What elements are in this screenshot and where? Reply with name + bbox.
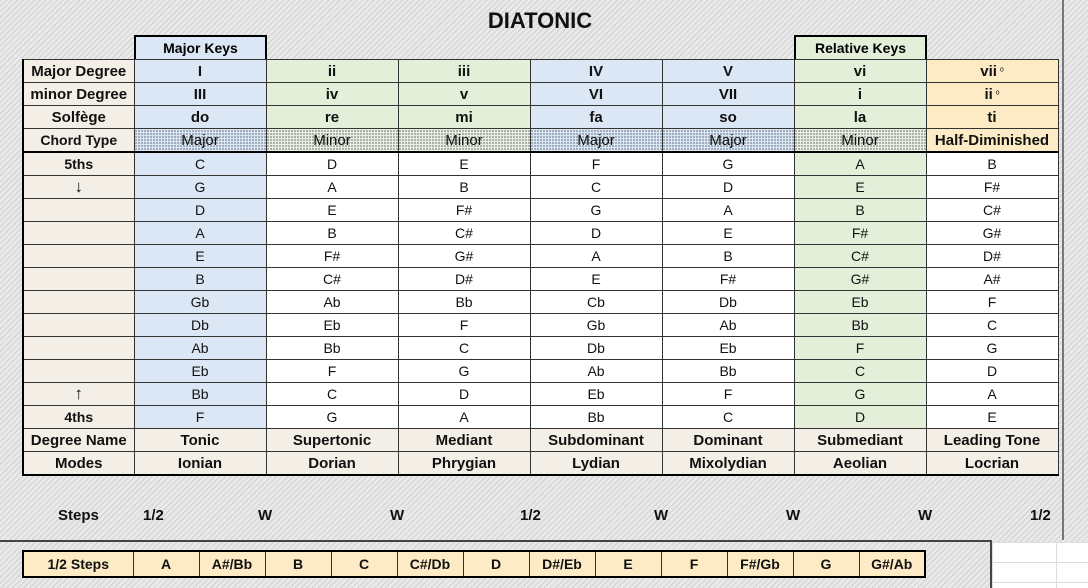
mode-cell: Lydian <box>530 452 662 476</box>
key-row-label <box>23 314 134 337</box>
half-step-note: C#/Db <box>397 551 463 577</box>
major-degree-cell <box>926 60 1058 83</box>
key-cell: B <box>662 245 794 268</box>
solfege-value: fa <box>589 108 603 126</box>
solfege-cell <box>662 106 794 129</box>
key-cell: Gb <box>530 314 662 337</box>
half-step-note: B <box>265 551 331 577</box>
key-row-label <box>23 268 134 291</box>
major-degree-cell <box>134 60 266 83</box>
minor-degree-cell <box>794 83 926 106</box>
key-cell: Eb <box>794 291 926 314</box>
solfege-cell <box>266 106 398 129</box>
key-cell: E <box>662 222 794 245</box>
key-cell: A# <box>926 268 1058 291</box>
key-row <box>23 406 1058 429</box>
mode-cell: Phrygian <box>398 452 530 476</box>
major-degree-cell <box>530 60 662 83</box>
key-row <box>23 268 1058 291</box>
minor-degree-value: VII <box>718 85 738 103</box>
solfege-value: mi <box>455 108 473 126</box>
key-cell: A <box>926 383 1058 406</box>
key-row-label <box>23 199 134 222</box>
key-cell: D <box>926 360 1058 383</box>
key-cell: F# <box>266 245 398 268</box>
key-cell: C <box>662 406 794 429</box>
step-value: W <box>258 507 273 524</box>
major-degree-value: iii <box>457 62 471 80</box>
mode-label: Modes <box>23 452 134 476</box>
minor-degree-cell <box>662 83 794 106</box>
major-keys-header: Major Keys <box>134 35 267 59</box>
key-cell: E <box>794 176 926 199</box>
key-row-label: 5ths <box>23 152 134 176</box>
key-cell: E <box>266 199 398 222</box>
major-degree-cell <box>662 60 794 83</box>
key-cell: A <box>794 152 926 176</box>
step-value: 1/2 <box>1030 507 1051 524</box>
key-cell: Bb <box>794 314 926 337</box>
solfege-value: la <box>853 108 867 126</box>
half-step-note: A <box>133 551 199 577</box>
major-degree-cell <box>794 60 926 83</box>
mode-cell: Locrian <box>926 452 1058 476</box>
half-step-note: F#/Gb <box>727 551 793 577</box>
key-cell: Ab <box>530 360 662 383</box>
key-row-label: ↑ <box>23 383 134 406</box>
key-cell: F# <box>398 199 530 222</box>
key-cell: A <box>266 176 398 199</box>
relative-keys-header: Relative Keys <box>794 35 927 59</box>
key-cell: F <box>134 406 266 429</box>
key-cell: Bb <box>134 383 266 406</box>
key-cell: Bb <box>662 360 794 383</box>
key-cell: E <box>530 268 662 291</box>
half-steps-label: 1/2 Steps <box>23 551 133 577</box>
key-cell: G <box>794 383 926 406</box>
major-degree-cell <box>266 60 398 83</box>
chord-type-label: Chord Type <box>23 129 134 153</box>
key-cell: Eb <box>662 337 794 360</box>
mode-cell: Dorian <box>266 452 398 476</box>
key-cell: D# <box>398 268 530 291</box>
half-step-note: E <box>595 551 661 577</box>
page-title: DIATONIC <box>487 8 593 33</box>
key-row-label <box>23 291 134 314</box>
key-cell: C <box>134 152 266 176</box>
diminished-symbol: ᵒ <box>995 89 1000 101</box>
key-cell: G# <box>398 245 530 268</box>
key-cell: Cb <box>530 291 662 314</box>
key-cell: F <box>794 337 926 360</box>
key-row <box>23 291 1058 314</box>
minor-degree-cell <box>398 83 530 106</box>
minor-degree-value: v <box>459 85 469 103</box>
key-cell: D <box>530 222 662 245</box>
key-cell: F# <box>926 176 1058 199</box>
step-value: W <box>390 507 405 524</box>
key-row <box>23 176 1058 199</box>
solfege-value: re <box>324 108 340 126</box>
key-cell: G <box>926 337 1058 360</box>
major-degree-value: IV <box>588 62 604 80</box>
minor-degree-cell <box>530 83 662 106</box>
degree-name-cell: Dominant <box>662 429 794 452</box>
major-degree-value: ii <box>327 62 337 80</box>
half-step-note: G#/Ab <box>859 551 925 577</box>
key-cell: G# <box>794 268 926 291</box>
key-row <box>23 245 1058 268</box>
key-cell: C <box>530 176 662 199</box>
step-value: W <box>786 507 801 524</box>
key-cell: A <box>398 406 530 429</box>
key-cell: D# <box>926 245 1058 268</box>
key-cell: A <box>134 222 266 245</box>
minor-degree-value: ii <box>984 85 993 103</box>
key-cell: Ab <box>662 314 794 337</box>
key-cell: C <box>266 383 398 406</box>
half-step-note: C <box>331 551 397 577</box>
key-cell: D <box>134 199 266 222</box>
key-cell: B <box>398 176 530 199</box>
major-degree-value: V <box>722 62 733 80</box>
key-row <box>23 152 1058 176</box>
minor-degree-cell <box>926 83 1058 106</box>
minor-degree-value: iv <box>325 85 339 103</box>
solfege-cell <box>398 106 530 129</box>
steps-label: Steps <box>58 507 99 524</box>
key-cell: Db <box>530 337 662 360</box>
key-cell: B <box>266 222 398 245</box>
degree-name-cell: Submediant <box>794 429 926 452</box>
key-cell: D <box>662 176 794 199</box>
major-degree-value: I <box>197 62 203 80</box>
divider <box>0 540 992 542</box>
chord-type-cell: Minor <box>794 129 926 153</box>
solfege-value: do <box>190 108 210 126</box>
step-value: W <box>654 507 669 524</box>
half-step-note: D#/Eb <box>529 551 595 577</box>
minor-degree-value: VI <box>588 85 604 103</box>
half-step-note: D <box>463 551 529 577</box>
key-cell: Ab <box>266 291 398 314</box>
half-step-note: G <box>793 551 859 577</box>
key-cell: Eb <box>530 383 662 406</box>
degree-name-cell: Subdominant <box>530 429 662 452</box>
major-degree-cell <box>398 60 530 83</box>
key-cell: F <box>926 291 1058 314</box>
key-cell: B <box>926 152 1058 176</box>
degree-name-cell: Mediant <box>398 429 530 452</box>
solfege-cell <box>926 106 1058 129</box>
key-row <box>23 222 1058 245</box>
key-cell: C# <box>794 245 926 268</box>
key-cell: A <box>662 199 794 222</box>
solfege-value: so <box>719 108 737 126</box>
key-cell: B <box>134 268 266 291</box>
step-value: W <box>918 507 933 524</box>
half-steps-table <box>22 550 926 578</box>
chord-type-cell: Major <box>662 129 794 153</box>
solfege-row <box>23 106 1058 129</box>
chord-type-cell: Major <box>530 129 662 153</box>
key-cell: Bb <box>530 406 662 429</box>
key-row <box>23 360 1058 383</box>
key-cell: B <box>794 199 926 222</box>
key-cell: A <box>530 245 662 268</box>
key-cell: E <box>398 152 530 176</box>
key-cell: Db <box>662 291 794 314</box>
key-cell: F <box>266 360 398 383</box>
solfege-cell <box>134 106 266 129</box>
minor-degree-value: i <box>857 85 863 103</box>
key-cell: F <box>662 383 794 406</box>
key-cell: Bb <box>398 291 530 314</box>
solfege-cell <box>794 106 926 129</box>
key-row-label <box>23 360 134 383</box>
key-cell: Bb <box>266 337 398 360</box>
key-cell: G <box>662 152 794 176</box>
key-cell: Ab <box>134 337 266 360</box>
key-cell: D <box>398 383 530 406</box>
spreadsheet-grid <box>992 542 1088 588</box>
major-degree-value: vii <box>980 62 997 80</box>
half-step-note: F <box>661 551 727 577</box>
key-cell: C# <box>926 199 1058 222</box>
major-degree-value: vi <box>853 62 867 80</box>
key-cell: G <box>530 199 662 222</box>
key-cell: Gb <box>134 291 266 314</box>
key-cell: D <box>266 152 398 176</box>
sheet-border <box>1062 0 1064 540</box>
minor-degree-cell <box>134 83 266 106</box>
key-cell: C <box>926 314 1058 337</box>
chord-type-cell: Half-Diminished <box>926 129 1058 153</box>
key-cell: E <box>926 406 1058 429</box>
chord-type-cell: Minor <box>398 129 530 153</box>
step-value: 1/2 <box>143 507 164 524</box>
half-step-note: A#/Bb <box>199 551 265 577</box>
chord-type-cell: Major <box>134 129 266 153</box>
key-row <box>23 199 1058 222</box>
half-steps-row <box>23 551 925 577</box>
minor-degree-label: minor Degree <box>23 83 134 106</box>
key-cell: F# <box>794 222 926 245</box>
solfege-value: ti <box>987 108 997 126</box>
key-cell: D <box>794 406 926 429</box>
major-degree-label: Major Degree <box>23 60 134 83</box>
key-cell: Eb <box>266 314 398 337</box>
solfege-label: Solfège <box>23 106 134 129</box>
degree-name-cell: Tonic <box>134 429 266 452</box>
minor-degree-row <box>23 83 1058 106</box>
key-row-label <box>23 222 134 245</box>
diminished-symbol: ᵒ <box>999 66 1004 78</box>
chord-type-row <box>23 129 1058 153</box>
key-cell: F <box>398 314 530 337</box>
step-value: 1/2 <box>520 507 541 524</box>
key-row-label <box>23 337 134 360</box>
mode-cell: Ionian <box>134 452 266 476</box>
key-cell: G <box>266 406 398 429</box>
key-cell: Db <box>134 314 266 337</box>
key-cell: G <box>398 360 530 383</box>
minor-degree-cell <box>266 83 398 106</box>
diatonic-table <box>22 59 1059 476</box>
degree-name-label: Degree Name <box>23 429 134 452</box>
key-cell: G <box>134 176 266 199</box>
key-cell: C# <box>398 222 530 245</box>
key-cell: C# <box>266 268 398 291</box>
key-cell: F# <box>662 268 794 291</box>
degree-name-cell: Leading Tone <box>926 429 1058 452</box>
solfege-cell <box>530 106 662 129</box>
mode-row <box>23 452 1058 476</box>
key-cell: E <box>134 245 266 268</box>
mode-cell: Mixolydian <box>662 452 794 476</box>
major-degree-row <box>23 60 1058 83</box>
key-cell: C <box>398 337 530 360</box>
mode-cell: Aeolian <box>794 452 926 476</box>
key-row <box>23 383 1058 406</box>
key-row <box>23 314 1058 337</box>
minor-degree-value: III <box>193 85 207 103</box>
key-cell: C <box>794 360 926 383</box>
degree-name-row <box>23 429 1058 452</box>
key-cell: Eb <box>134 360 266 383</box>
key-row-label: ↓ <box>23 176 134 199</box>
key-row <box>23 337 1058 360</box>
key-cell: G# <box>926 222 1058 245</box>
key-row-label <box>23 245 134 268</box>
key-row-label: 4ths <box>23 406 134 429</box>
degree-name-cell: Supertonic <box>266 429 398 452</box>
key-cell: F <box>530 152 662 176</box>
chord-type-cell: Minor <box>266 129 398 153</box>
